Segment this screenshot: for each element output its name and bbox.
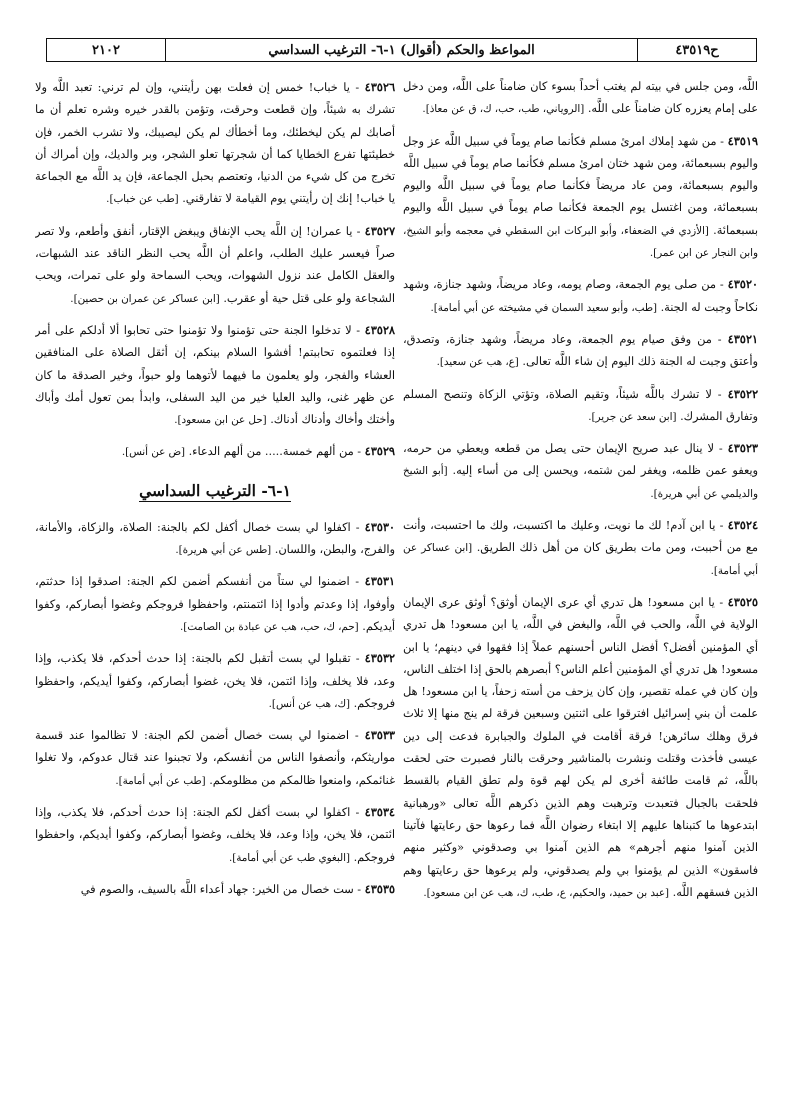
hadith-text: - لا تشرك باللَّه شيئاً، وتقيم الصلاة، وتؤتي الزكاة وتنصح المسلم وتفارق المشرك. <box>403 387 758 423</box>
hadith-entry <box>35 570 395 638</box>
hadith-text: - من شهد إملاك امرئ مسلم فكأنما صام يوماً في سبيل اللَّه عز وجل واليوم بسبعمائة، ومن شهد ختان امرئ مسلم فكأنما صام يوماً في سبيل اللَّه واليوم بسبعمائة، ومن عاد مريضاً فكأنما صام يوماً في سبيل اللَّه واليوم بسبعمائة، ومن اغتسل يوم الجمعة فكأنما صام يوماً في سبيل اللَّه واليوم بسبعمائة. <box>403 134 758 237</box>
hadith-entry <box>403 76 758 121</box>
hadith-text: - ست خصال من الخير: جهاد أعداء اللَّه بالسيف، والصوم في <box>80 882 362 896</box>
hadith-number: ٤٣٥٢٤ <box>727 518 758 533</box>
hadith-number: ٤٣٥١٩ <box>727 133 758 148</box>
hadith-source-reference: [طب عن أبي أمامة]. <box>115 774 206 787</box>
hadith-number: ٤٣٥٢٥ <box>727 594 758 609</box>
section-heading <box>35 478 395 504</box>
section-heading-text: ١-٦- الترغيب السداسي <box>139 480 291 500</box>
hadith-number: ٤٣٥٢٦ <box>364 80 395 94</box>
hadith-entry <box>403 273 758 319</box>
hadith-entry <box>403 328 758 374</box>
hadith-text: - من وفق صيام يوم الجمعة، وعاد مريضاً، وشهد جنازة، وتصدق، وأعتق وجبت له الجنة ذلك اليوم إن شاء اللَّه تعالى. <box>403 332 758 369</box>
hadith-text: - من صلى يوم الجمعة، وصام يومه، وعاد مريضاً، وشهد جنازة، وشهد نكاحاً وجبت له الجنة. <box>403 278 758 314</box>
hadith-source-reference: [الأزدي في الضعفاء، وأبو البركات ابن السقطي في معجمه وأبو الشيخ، وابن النجار عن ابن عمر]. <box>403 224 758 260</box>
hadith-source-reference: [طس عن أبي هريرة]. <box>175 544 272 557</box>
hadith-source-reference: [ابن عساكر عن أبي أمامة]. <box>403 542 758 577</box>
left-column <box>35 76 395 1086</box>
hadith-text: - يا ابن مسعود! هل تدري أي عرى الإيمان أوثق؟ أوثق عرى الإيمان الولاية في اللَّه، والحب في اللَّه، والبغض في اللَّه، يا ابن مسعود! هل تدري أي المؤمنين أفضل؟ أفضل الناس أحسنهم عملاً إذا فقهوا في دينهم؛ يا ابن مسعود! هل تدري أي المؤمنين أعلم الناس؟ أبصرهم بالحق إذا اختلف الناس، وإن كان في عمله تقصير، وإن كان يزحف من أسته زحفاً، يا ابن مسعود! هل علمت أن بني إسرائيل افترقوا على اثنتين وسبعين فرقة لم ينج منها إلا ثلاث فرق وهلك سائرهن! فرقة أقامت في الملوك والجبابرة فدعت إلى دين عيسى فأخذت وقتلت ونشرت بالمناشير وحرقت بالنار فصبرت حتى لحقت باللَّه، ثم قامت طائفة أخرى لم يكن لهم قوة ولم تطق القيام بالقسط فلحقت بالجبال فتعبدت وترهبت وهم الذين ذكرهم اللَّه تعالى «ورهبانية ابتدعوها ما كتبناها عليهم إلا ابتغاء رضوان اللَّه فما رعوها حق رعايتها فآتينا الذين آمنوا منهم أجرهم» هم الذين آمنوا بي وصدقوني «وكثير منهم فاسقون» الذين لم يؤمنوا بي ولم يصدقوني، ولم يرعوها حق رعايتها وهم الذين فسقهم اللَّه. <box>403 595 758 899</box>
hadith-number: ٤٣٥٣٠ <box>364 519 395 534</box>
hadith-entry <box>403 383 758 429</box>
left-column-section-entries <box>35 516 395 901</box>
hadith-source-reference: [الروياني، طب، حب، ك، ق عن معاذ]. <box>422 103 585 116</box>
hadith-number: ٤٣٥٢٩ <box>364 444 395 459</box>
hadith-entry <box>35 801 395 869</box>
hadith-entry <box>35 76 395 211</box>
hadith-text: - يا عمران! إن اللَّه يحب الإنفاق ويبغض الإقتار، أنفق وأطعم، ولا تصر صراً فيعسر عليك الطلب، واعلم أن اللَّه يحب النظر الناقد عند الشبهات، والعقل الكامل عند نزول الشهوات، ويحب السماحة ولو على تمرات، ويحب الشجاعة ولو على قتل حية أو عقرب. <box>35 224 395 305</box>
hadith-entry <box>35 440 395 463</box>
hadith-entry <box>35 878 395 901</box>
hadith-text: - يا خباب! خمس إن فعلت بهن رأيتني، وإن لم ترني: تعبد اللَّه ولا تشرك به شيئاً، وإن قطعت وحرقت، وتؤمن بالقدر خيره وشره تعلم أن ما أصابك لم يكن ليخطئك، وما أخطأك لم يكن ليصيبك، ولا تشرب الخمر، فإن خطيئتها تفرع الخطايا كما أن شجرتها تعلو الشجر، وبر والديك، وإن أمراك أن تخرج من كل شيء من الدنيا، وتعتصم بحبل الجماعة، فإن يد اللَّه مع الجماعة يا خباب! إنك إن رأيتني يوم القيامة لا تفارقني. <box>35 81 395 206</box>
hadith-text: - اضمنوا لي بست خصال أضمن لكم الجنة: لا تظالموا عند قسمة مواريثكم، وأنصفوا الناس من أنفسكم، ولا تجبنوا عند قتال عدوكم، ولا تغلوا غنائمكم، وامنعوا ظالمكم من مظلومكم. <box>35 729 395 787</box>
hadith-entry <box>403 514 758 582</box>
hadith-number: ٤٣٥٢٢ <box>727 386 758 401</box>
page-header <box>46 38 757 62</box>
hadith-range-code: ح٤٣٥١٩ <box>675 42 719 58</box>
hadith-text: - يا ابن آدم! لك ما نويت، وعليك ما اكتسبت، ولك ما احتسبت، وأنت مع من أحببت، ومن مات بطريق كان من أهل ذلك الطريق. <box>403 519 758 555</box>
hadith-source-reference: [ض عن أنس]. <box>121 446 185 459</box>
hadith-number: ٤٣٥٣٤ <box>364 805 395 820</box>
hadith-number: ٤٣٥٢١ <box>727 331 758 346</box>
hadith-text: - من ألهم خمسة..... من ألهم الدعاء. <box>188 445 362 459</box>
hadith-number: ٤٣٥٢٣ <box>727 441 758 456</box>
hadith-text: - اكفلوا لي بست أكفل لكم الجنة: إذا حدث أحدكم، فلا يكذب، وإذا ائتمن، فلا يخن، وإذا وعد، فلا يخلف، وغضوا أبصاركم، وكفوا أيديكم، واحفظوا فروجكم. <box>35 806 395 864</box>
hadith-source-reference: [طب، وأبو سعيد السمان في مشيخته عن أبي أمامة]. <box>430 301 657 314</box>
hadith-number: ٤٣٥٢٧ <box>364 223 395 238</box>
hadith-text: اللَّه، ومن جلس في بيته لم يغتب أحداً بسوء كان ضامناً على اللَّه، ومن دخل على إمام يعزره كان ضامناً على اللَّه. <box>403 80 758 116</box>
hadith-text: - تقبلوا لي بست أتقبل لكم بالجنة: إذا حدث أحدكم، فلا يكذب، وإذا وعد، فلا يخلف، وإذا ائتمن، فلا يخن، غضوا أبصاركم، وكفوا أيديكم، واحفظوا فروجكم. <box>35 652 395 710</box>
hadith-entry <box>403 591 758 904</box>
right-column <box>403 76 758 1086</box>
hadith-number: ٤٣٥٣٢ <box>364 651 395 666</box>
hadith-source-reference: [حم، ك، حب، هب عن عبادة بن الصامت]. <box>180 620 359 633</box>
hadith-entry <box>35 516 395 562</box>
hadith-entry <box>403 437 758 505</box>
hadith-entry <box>35 647 395 715</box>
hadith-source-reference: [البغوي طب عن أبي أمامة]. <box>228 851 350 864</box>
hadith-source-reference: [عبد بن حميد، والحكيم، ع، طب، ك، هب عن ابن مسعود]. <box>423 886 670 899</box>
hadith-source-reference: [أبو الشيخ والديلمي عن أبي هريرة]. <box>403 465 758 500</box>
hadith-source-reference: [طب عن خباب]. <box>106 193 179 206</box>
hadith-number: ٤٣٥٣٥ <box>364 881 395 896</box>
hadith-source-reference: [ابن سعد عن جرير]. <box>588 410 677 423</box>
hadith-entry <box>35 220 395 310</box>
hadith-source-reference: [ك، هب عن أنس]. <box>268 697 350 710</box>
hadith-entry <box>35 319 395 431</box>
hadith-source-reference: [حل عن ابن مسعود]. <box>174 414 267 427</box>
hadith-text: - لا ينال عبد صريح الإيمان حتى يصل من قطعه ويعطي من حرمه، ويعفو عمن ظلمه، ويغفر لمن شتمه، ويحسن إلى من أساء إليه. <box>403 442 758 478</box>
hadith-text: - لا تدخلوا الجنة حتى تؤمنوا ولا تؤمنوا حتى تحابوا ألا أدلكم على أمر إذا فعلتموه تحاببتم! أفشوا السلام بينكم، إن أثقل الصلاة على المنافقين العشاء والفجر، ولو يعلمون ما فيهما لأتوهما ولو حبواً، وخير الصدقة ما كان عن ظهر غنى، واليد العليا خير من اليد السفلى، وابدأ بمن تعول أمك وأباك وأختك وأخاك وأدناك أدناك. <box>35 323 395 427</box>
hadith-source-reference: [ع، هب عن سعيد]. <box>436 356 519 369</box>
hadith-entry <box>403 130 758 265</box>
hadith-text: - اكفلوا لي بست خصال أكفل لكم بالجنة: الصلاة، والزكاة، والأمانة، والفرج، والبطن، واللسان. <box>35 520 395 557</box>
hadith-text: - اضمنوا لي ستاً من أنفسكم أضمن لكم الجنة: اصدقوا إذا حدثتم، وأوفوا، إذا وعدتم وأدوا إذا ائتمنتم، واحفظوا فروجكم وغضوا أبصاركم، وكفوا أيديكم. <box>35 575 395 633</box>
hadith-entry <box>35 724 395 792</box>
left-column-entries <box>35 76 395 464</box>
hadith-number: ٤٣٥٢٠ <box>727 277 758 292</box>
hadith-number: ٤٣٥٢٨ <box>364 322 395 337</box>
hadith-source-reference: [ابن عساكر عن عمران بن حصين]. <box>70 292 220 305</box>
running-title: المواعظ والحكم (أقوال) ١-٦- الترغيب السداسي <box>165 39 638 61</box>
page-number: ٢١٠٢ <box>92 42 120 58</box>
hadith-number: ٤٣٥٣٣ <box>364 728 395 743</box>
hadith-number: ٤٣٥٣١ <box>364 574 395 589</box>
